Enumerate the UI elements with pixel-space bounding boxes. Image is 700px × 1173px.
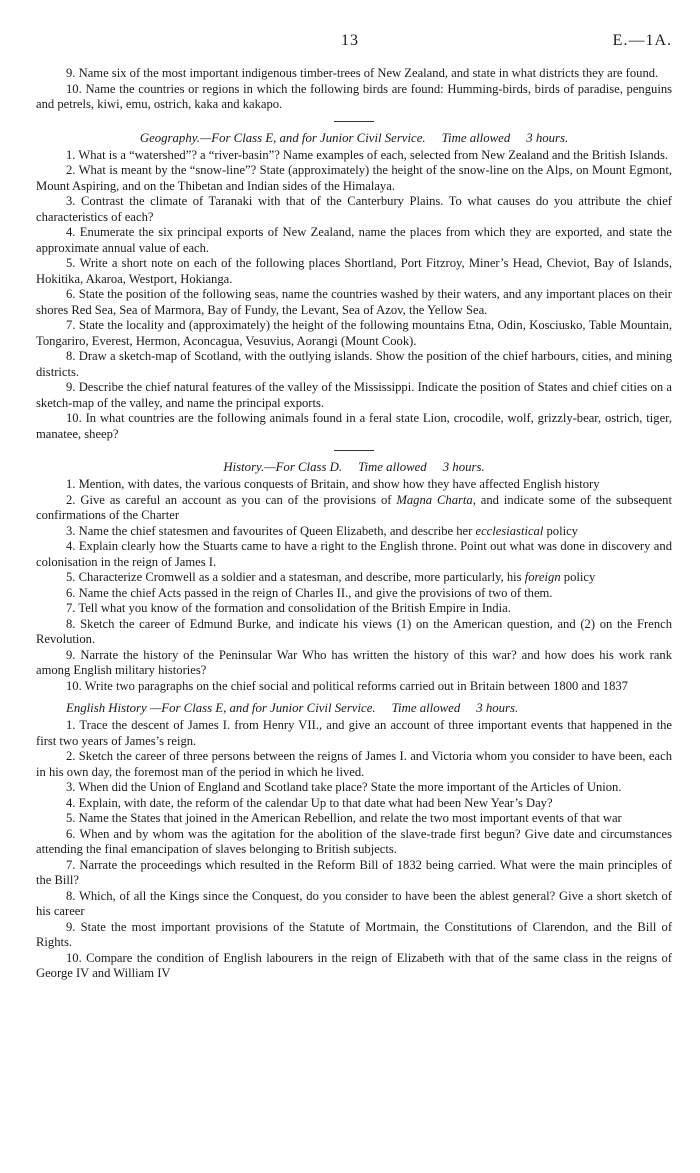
time-allowed-hours: 3 hours.: [442, 460, 485, 474]
question-text: Draw a sketch-map of Scotland, with the outlying islands. Show the position of the chief harbours, cities, and mining districts.: [36, 349, 673, 379]
question-item: [36, 648, 672, 679]
question-number: 3.: [66, 194, 81, 208]
document-reference: E.—1A.: [612, 32, 672, 49]
question-text: What is a “watershed”? a “river-basin”? Name examples of each, selected from New Zealand and the British Islands.: [78, 147, 669, 162]
time-allowed-label: Time allowed: [391, 701, 461, 715]
question-number: 3.: [66, 523, 79, 538]
question-text: Enumerate the six principal exports of New Zealand, name the places from which they are exported, and state the approximate annual value of each.: [36, 225, 673, 255]
time-allowed-hours: 3 hours.: [526, 130, 569, 145]
question-number: 2.: [66, 492, 81, 507]
section-heading: [36, 130, 672, 146]
question-number: 7.: [66, 857, 80, 872]
question-text: When and by whom was the agitation for the abolition of the slave-trade first begun? Give date and circumstances attending the final emancipation of slaves belonging to British subjects.: [36, 826, 673, 856]
question-number: 8.: [66, 888, 79, 903]
question-item: [36, 256, 672, 287]
question-item: [36, 951, 672, 982]
question-number: 10.: [66, 81, 86, 96]
section-title: History.—For Class D.: [223, 460, 343, 474]
question-number: 6.: [66, 585, 79, 600]
question-item: [36, 858, 672, 889]
question-text: Write two paragraphs on the chief social and political reforms carried out in Britain between 1800 and 1837: [84, 678, 628, 693]
question-item: [36, 811, 672, 827]
question-item: [36, 796, 672, 812]
question-number: 5.: [66, 811, 79, 825]
question-text: When did the Union of England and Scotland take place? State the more important of the Articles of Union.: [78, 780, 622, 794]
question-number: 1.: [66, 477, 79, 491]
question-item: [36, 749, 672, 780]
question-item: [36, 82, 672, 113]
question-item: [36, 287, 672, 318]
question-item: [36, 66, 672, 82]
question-text: Give as careful an account as you can of the provisions of: [80, 492, 397, 507]
question-text: Explain clearly how the Stuarts came to have a right to the English throne. Point out what was done in discovery and colonisation in the reign of James I.: [36, 539, 672, 569]
question-item: [36, 148, 672, 164]
time-allowed-label: Time allowed: [441, 130, 511, 145]
question-item: [36, 617, 672, 648]
question-item: [36, 493, 672, 524]
question-number: 7.: [66, 601, 79, 615]
question-text: Contrast the climate of Taranaki with that of the Canterbury Plains. To what causes do you attribute the chief characteristics of each?: [36, 194, 673, 224]
question-item: [36, 163, 672, 194]
question-item: [36, 889, 672, 920]
question-item: [36, 539, 672, 570]
section-divider: [334, 121, 374, 122]
question-number: 6.: [66, 287, 79, 301]
time-allowed-label: Time allowed: [358, 460, 427, 474]
question-text: policy: [543, 523, 578, 538]
question-item: [36, 601, 672, 617]
question-text: What is meant by the “snow-line”? State (approximately) the height of the snow-line on the Alps, on Mount Egmont, Mount Aspiring, and on the Thibetan and Indian sides of the Himalaya.: [36, 163, 672, 193]
page-number: 13: [341, 32, 359, 49]
question-text: Which, of all the Kings since the Conquest, do you consider to have been the ablest general? Give a short sketch of his career: [36, 888, 672, 918]
question-emphasis: ecclesiastical: [475, 523, 544, 538]
question-number: 9.: [66, 380, 79, 394]
section-heading: [36, 700, 672, 716]
time-allowed-hours: 3 hours.: [476, 701, 519, 715]
question-number: 5.: [66, 256, 80, 270]
question-number: 10.: [66, 411, 86, 425]
question-number: 1.: [66, 147, 79, 162]
question-text: , and indicate some of the subsequent confirmations of the Charter: [36, 492, 672, 522]
question-number: 9.: [66, 919, 81, 934]
question-text: Name the countries or regions in which the following birds are found: Humming-birds, birds of paradise, penguins and petrels, kiwi, emu, ostrich, kaka and kakapo.: [36, 81, 673, 111]
question-text: State the locality and (approximately) the height of the following mountains Etna, Odin, Kosciusko, Table Mountain, Tongariro, Everest, Hermon, Aconcagua, Vesuvius, Aorangi (Mount Cook).: [36, 318, 673, 348]
section-heading: [36, 459, 672, 475]
question-text: Narrate the history of the Peninsular War Who has written the history of this war? and how does his work rank among English military histories?: [36, 647, 672, 677]
question-item: [36, 570, 672, 586]
question-text: Name the chief statesmen and favourites of Queen Elizabeth, and describe her: [78, 523, 476, 538]
question-number: 9.: [66, 66, 79, 80]
question-number: 10.: [66, 950, 87, 965]
question-item: [36, 349, 672, 380]
question-number: 4.: [66, 225, 80, 239]
question-number: 6.: [66, 826, 80, 841]
question-number: 2.: [66, 749, 79, 763]
question-text: In what countries are the following animals found in a feral state Lion, crocodile, wolf, grizzly-bear, ostrich, tiger, manatee, sheep?: [36, 411, 672, 441]
question-item: [36, 225, 672, 256]
question-text: Characterize Cromwell as a soldier and a statesman, and describe, more particularly, his: [78, 570, 525, 584]
question-number: 8.: [66, 616, 81, 631]
question-number: 3.: [66, 780, 79, 794]
question-item: [36, 411, 672, 442]
question-number: 7.: [66, 318, 79, 332]
question-item: [36, 718, 672, 749]
document-body: [36, 66, 672, 982]
question-number: 9.: [66, 647, 81, 662]
question-item: [36, 920, 672, 951]
question-text: Sketch the career of Edmund Burke, and indicate his views (1) on the American question, and (2) on the French Revolution.: [36, 616, 673, 646]
question-text: Write a short note on each of the following places Shortland, Port Fitzroy, Miner’s Head, Cheviot, Bay of Islands, Hokitika, Akaroa, Westport, Hokianga.: [36, 256, 672, 286]
question-text: State the position of the following seas, name the countries washed by their waters, and any important places on their shores Red Sea, Sea of Marmora, Bay of Fundy, the Levant, Sea of Azov, the Yellow Sea.: [36, 287, 673, 317]
question-text: Name the States that joined in the American Rebellion, and relate the two most important events of that war: [78, 811, 622, 825]
question-item: [36, 194, 672, 225]
section-title: Geography.—For Class E, and for Junior Civil Service.: [139, 130, 426, 145]
question-text: Compare the condition of English labourers in the reign of Elizabeth with that of the same class in the reigns of George IV and William IV: [36, 950, 672, 980]
question-item: [36, 586, 672, 602]
question-text: Mention, with dates, the various conquests of Britain, and show how they have affected English history: [78, 477, 600, 491]
section-divider: [334, 450, 374, 451]
question-item: [36, 780, 672, 796]
question-number: 5.: [66, 570, 79, 584]
question-item: [36, 827, 672, 858]
question-item: [36, 318, 672, 349]
question-text: Describe the chief natural features of the valley of the Mississippi. Indicate the position of States and chief cities on a sketch-map of the valley, and name the principal exports.: [36, 380, 673, 410]
question-number: 4.: [66, 539, 79, 553]
question-text: Sketch the career of three persons between the reigns of James I. and Victoria whom you consider to have been, each in his own day, the foremost man of the period in which he lived.: [36, 749, 672, 779]
section-title: English History —For Class E, and for Junior Civil Service.: [66, 701, 376, 715]
question-emphasis: foreign: [524, 570, 561, 584]
question-number: 4.: [66, 795, 79, 810]
question-emphasis: Magna Charta: [396, 492, 473, 507]
question-item: [36, 477, 672, 493]
question-item: [36, 679, 672, 695]
question-text: Explain, with date, the reform of the calendar Up to that date what had been New Year’s Day?: [78, 795, 553, 810]
question-text: policy: [560, 570, 596, 584]
question-item: [36, 524, 672, 540]
question-text: State the most important provisions of the Statute of Mortmain, the Constitutions of Clarendon, and the Bill of Rights.: [36, 919, 673, 949]
question-text: Name the chief Acts passed in the reign of Charles II., and give the provisions of two of them.: [78, 585, 553, 600]
question-number: 8.: [66, 349, 79, 363]
question-number: 1.: [66, 718, 80, 732]
question-number: 10.: [66, 678, 85, 693]
question-text: Trace the descent of James I. from Henry VII., and give an account of three important events that happened in the first two years of James’s reign.: [36, 718, 672, 748]
question-text: Tell what you know of the formation and consolidation of the British Empire in India.: [78, 601, 511, 615]
question-item: [36, 380, 672, 411]
question-text: Name six of the most important indigenous timber-trees of New Zealand, and state in what districts they are found.: [78, 66, 659, 80]
question-number: 2.: [66, 163, 79, 177]
question-text: Narrate the proceedings which resulted in the Reform Bill of 1832 being carried. What were the main principles of the Bill?: [36, 857, 673, 887]
